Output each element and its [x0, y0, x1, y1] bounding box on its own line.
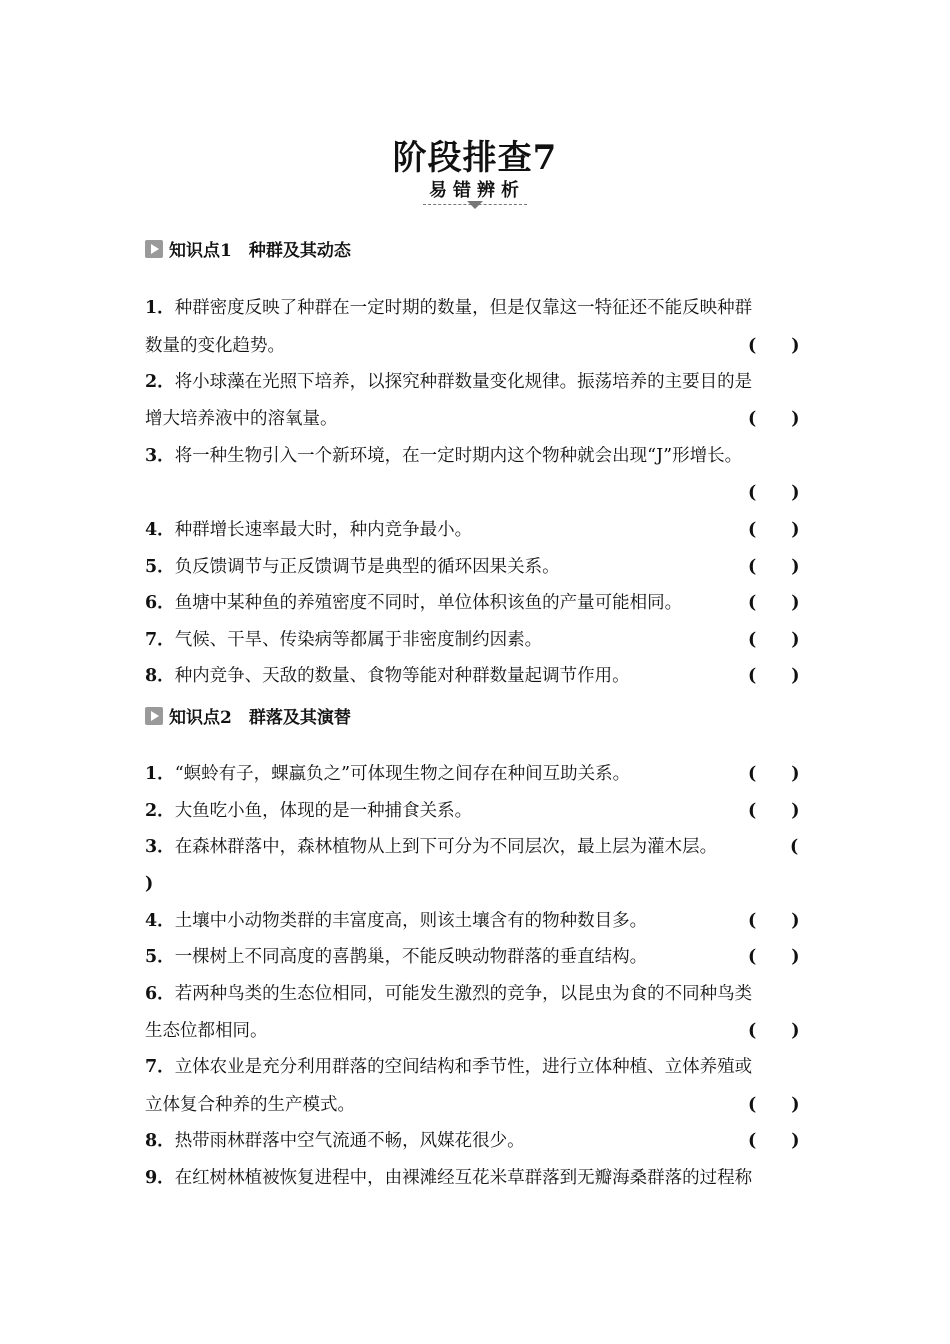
answer-blank[interactable]: ( ) [748, 801, 800, 821]
answer-blank[interactable]: ( ) [748, 1131, 800, 1151]
question-line: 生态位都相同。 [145, 1021, 268, 1041]
question-line: 8．热带雨林群落中空气流通不畅，风媒花很少。 [145, 1131, 525, 1151]
answer-blank[interactable]: ( ) [748, 520, 800, 540]
answer-blank[interactable]: ( ) [748, 947, 800, 967]
answer-blank[interactable]: ( ) [748, 483, 800, 503]
answer-blank[interactable]: ( ) [748, 666, 800, 686]
question-line: 6．若两种鸟类的生态位相同，可能发生激烈的竞争，以昆虫为食的不同种鸟类 [145, 984, 753, 1004]
section-header-1 [145, 236, 351, 261]
question-line: 增大培养液中的溶氧量。 [145, 409, 338, 429]
answer-blank[interactable]: ( ) [748, 911, 800, 931]
page-title: 阶段排查7 [392, 138, 558, 178]
section-label: 知识点2 群落及其演替 [169, 708, 351, 728]
question-line: 4．土壤中小动物类群的丰富度高，则该土壤含有的物种数目多。 [145, 911, 648, 931]
question-line: 6．鱼塘中某种鱼的养殖密度不同时，单位体积该鱼的产量可能相同。 [145, 593, 683, 613]
question-line: 7．立体农业是充分利用群落的空间结构和季节性，进行立体种植、立体养殖或 [145, 1057, 753, 1077]
question-line: 7．气候、干旱、传染病等都属于非密度制约因素。 [145, 630, 543, 650]
answer-blank[interactable]: ( ) [748, 409, 800, 429]
page-subtitle: 易错辨析 [423, 176, 527, 205]
question-line: 9．在红树林植被恢复进程中，由裸滩经互花米草群落到无瓣海桑群落的过程称 [145, 1168, 753, 1188]
question-line: 1．“螟蛉有子，蜾蠃负之”可体现生物之间存在种间互助关系。 [145, 764, 631, 784]
question-line: 立体复合种养的生产模式。 [145, 1095, 355, 1115]
answer-blank[interactable]: ( ) [748, 336, 800, 356]
question-line: 1．种群密度反映了种群在一定时期的数量，但是仅靠这一特征还不能反映种群 [145, 298, 753, 318]
answer-blank[interactable]: ( ) [748, 593, 800, 613]
play-icon [145, 240, 163, 258]
answer-blank[interactable]: ( ) [748, 764, 800, 784]
question-line: 4．种群增长速率最大时，种内竞争最小。 [145, 520, 473, 540]
question-line: 5．负反馈调节与正反馈调节是典型的循环因果关系。 [145, 557, 560, 577]
answer-blank-close[interactable]: ) [145, 874, 154, 894]
answer-blank[interactable]: ( ) [748, 1095, 800, 1115]
answer-blank[interactable]: ( ) [748, 1021, 800, 1041]
down-triangle-icon [467, 201, 483, 209]
question-line: 2．大鱼吃小鱼，体现的是一种捕食关系。 [145, 801, 473, 821]
answer-blank[interactable]: ( ) [748, 557, 800, 577]
question-line: 5．一棵树上不同高度的喜鹊巢，不能反映动物群落的垂直结构。 [145, 947, 648, 967]
question-line: 2．将小球藻在光照下培养，以探究种群数量变化规律。振荡培养的主要目的是 [145, 372, 753, 392]
section-header-2 [145, 703, 351, 728]
answer-blank[interactable]: ( ) [748, 630, 800, 650]
question-line: 数量的变化趋势。 [145, 336, 285, 356]
play-icon [145, 707, 163, 725]
question-line: 3．将一种生物引入一个新环境，在一定时期内这个物种就会出现“J”形增长。 [145, 446, 743, 466]
question-line: 3．在森林群落中，森林植物从上到下可分为不同层次，最上层为灌木层。 [145, 837, 718, 857]
section-label: 知识点1 种群及其动态 [169, 241, 351, 261]
question-line: 8．种内竞争、天敌的数量、食物等能对种群数量起调节作用。 [145, 666, 630, 686]
answer-blank-open[interactable]: ( [790, 837, 799, 857]
